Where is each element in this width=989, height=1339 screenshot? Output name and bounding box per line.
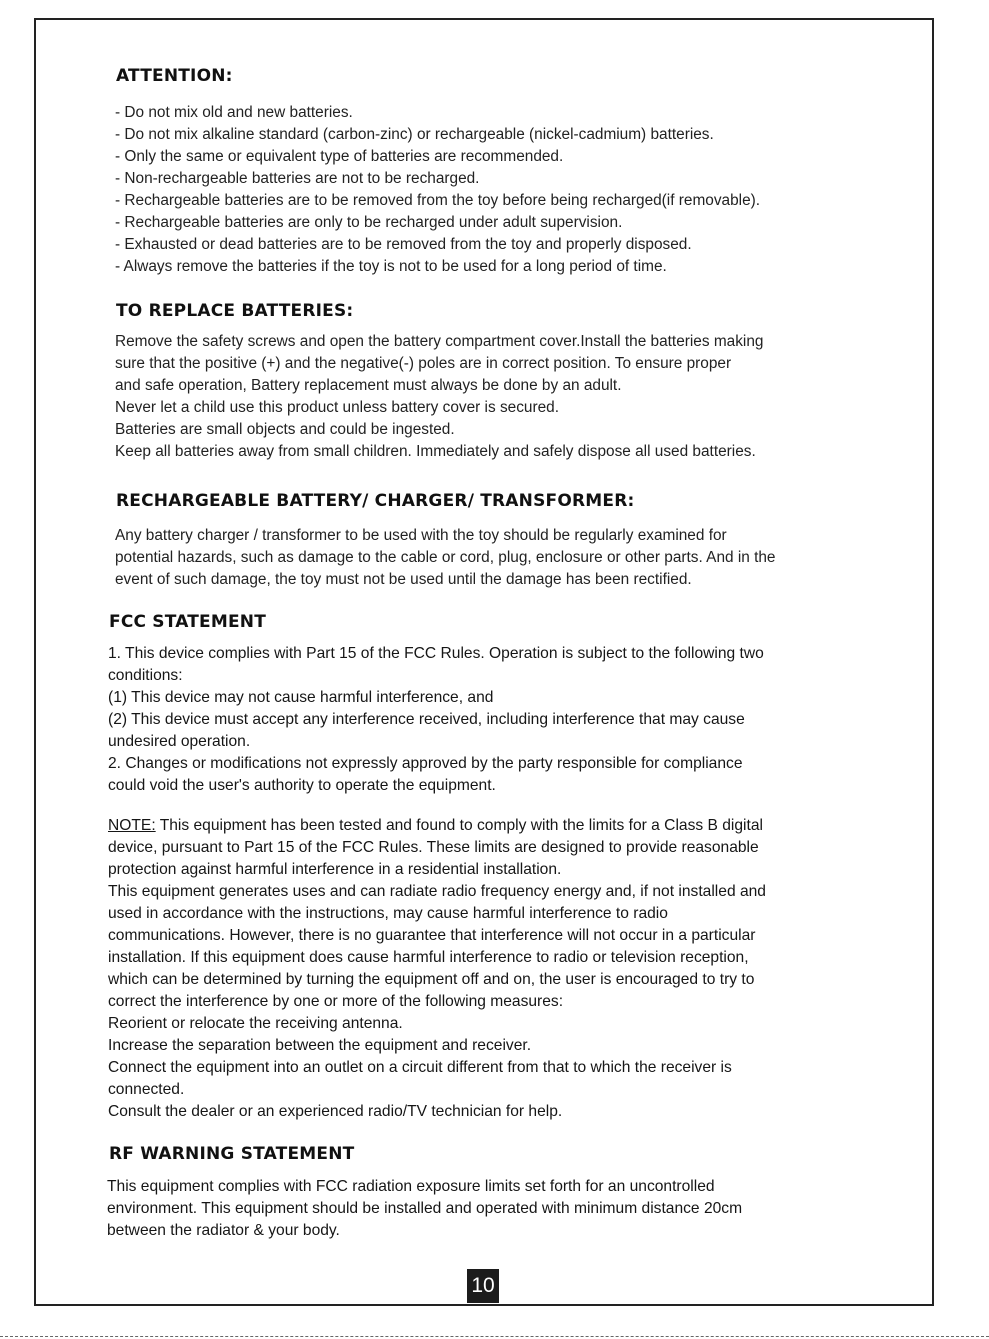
page-number: 10 xyxy=(467,1269,499,1303)
fcc-note-line: Connect the equipment into an outlet on a circuit different from that to which the receiver is xyxy=(108,1059,732,1076)
replace-paragraph xyxy=(115,331,763,463)
fcc-heading: FCC STATEMENT xyxy=(109,612,267,632)
rf-line: environment. This equipment should be installed and operated with minimum distance 20cm xyxy=(107,1200,743,1217)
fcc-note-line: This equipment generates uses and can radiate radio frequency energy and, if not installed and xyxy=(108,883,766,900)
fcc-line: (2) This device must accept any interference received, including interference that may cause xyxy=(108,711,745,728)
fcc-note-line: Reorient or relocate the receiving antenna. xyxy=(108,1015,403,1032)
attention-item: - Rechargeable batteries are only to be recharged under adult supervision. xyxy=(115,214,623,231)
fcc-line: could void the user's authority to operate the equipment. xyxy=(108,777,496,794)
fcc-line: 1. This device complies with Part 15 of the FCC Rules. Operation is subject to the following two xyxy=(108,645,764,662)
fcc-note-line: connected. xyxy=(108,1081,185,1098)
attention-heading: ATTENTION: xyxy=(116,66,233,86)
charger-line: potential hazards, such as damage to the cable or cord, plug, enclosure or other parts. And in the xyxy=(115,549,776,566)
charger-line: Any battery charger / transformer to be used with the toy should be regularly examined for xyxy=(115,527,727,544)
attention-list xyxy=(115,102,760,278)
trim-line xyxy=(0,1336,989,1337)
fcc-line: undesired operation. xyxy=(108,733,251,750)
fcc-paragraph xyxy=(108,643,764,797)
note-label: NOTE: xyxy=(108,817,156,834)
replace-heading: TO REPLACE BATTERIES: xyxy=(116,301,354,321)
fcc-line: 2. Changes or modifications not expressly approved by the party responsible for compliance xyxy=(108,755,743,772)
attention-item: - Always remove the batteries if the toy is not to be used for a long period of time. xyxy=(115,258,667,275)
attention-item: - Rechargeable batteries are to be removed from the toy before being recharged(if removable). xyxy=(115,192,761,209)
rf-line: between the radiator & your body. xyxy=(107,1222,340,1239)
fcc-note-line: device, pursuant to Part 15 of the FCC Rules. These limits are designed to provide reasonable xyxy=(108,839,759,856)
fcc-line: (1) This device may not cause harmful interference, and xyxy=(108,689,494,706)
replace-line: and safe operation, Battery replacement must always be done by an adult. xyxy=(115,377,622,394)
rf-paragraph xyxy=(107,1176,742,1242)
charger-line: event of such damage, the toy must not be used until the damage has been rectified. xyxy=(115,571,692,588)
replace-line: Batteries are small objects and could be ingested. xyxy=(115,421,455,438)
fcc-note-line: communications. However, there is no guarantee that interference will not occur in a particular xyxy=(108,927,756,944)
attention-item: - Do not mix old and new batteries. xyxy=(115,104,353,121)
charger-paragraph xyxy=(115,525,776,591)
fcc-line: conditions: xyxy=(108,667,183,684)
replace-line: Remove the safety screws and open the battery compartment cover.Install the batteries making xyxy=(115,333,764,350)
charger-heading: RECHARGEABLE BATTERY/ CHARGER/ TRANSFORMER: xyxy=(116,491,635,511)
attention-item: - Non-rechargeable batteries are not to be recharged. xyxy=(115,170,480,187)
fcc-note-first-line xyxy=(108,815,766,837)
attention-item: - Exhausted or dead batteries are to be removed from the toy and properly disposed. xyxy=(115,236,692,253)
fcc-note-line: Consult the dealer or an experienced radio/TV technician for help. xyxy=(108,1103,563,1120)
fcc-note-line: protection against harmful interference in a residential installation. xyxy=(108,861,562,878)
fcc-note-line: correct the interference by one or more of the following measures: xyxy=(108,993,564,1010)
replace-line: Keep all batteries away from small children. Immediately and safely dispose all used batteries. xyxy=(115,443,756,460)
rf-line: This equipment complies with FCC radiation exposure limits set forth for an uncontrolled xyxy=(107,1178,715,1195)
fcc-note-paragraph xyxy=(108,815,766,1123)
fcc-note-line: Increase the separation between the equipment and receiver. xyxy=(108,1037,532,1054)
note-text: This equipment has been tested and found to comply with the limits for a Class B digital xyxy=(155,817,763,834)
replace-line: sure that the positive (+) and the negative(-) poles are in correct position. To ensure proper xyxy=(115,355,732,372)
fcc-note-line: used in accordance with the instructions, may cause harmful interference to radio xyxy=(108,905,668,922)
replace-line: Never let a child use this product unless battery cover is secured. xyxy=(115,399,559,416)
attention-item: - Only the same or equivalent type of batteries are recommended. xyxy=(115,148,564,165)
rf-heading: RF WARNING STATEMENT xyxy=(109,1144,355,1164)
attention-item: - Do not mix alkaline standard (carbon-zinc) or rechargeable (nickel-cadmium) batteries. xyxy=(115,126,714,143)
fcc-note-line: which can be determined by turning the equipment off and on, the user is encouraged to try to xyxy=(108,971,755,988)
fcc-note-line: installation. If this equipment does cause harmful interference to radio or television reception, xyxy=(108,949,749,966)
